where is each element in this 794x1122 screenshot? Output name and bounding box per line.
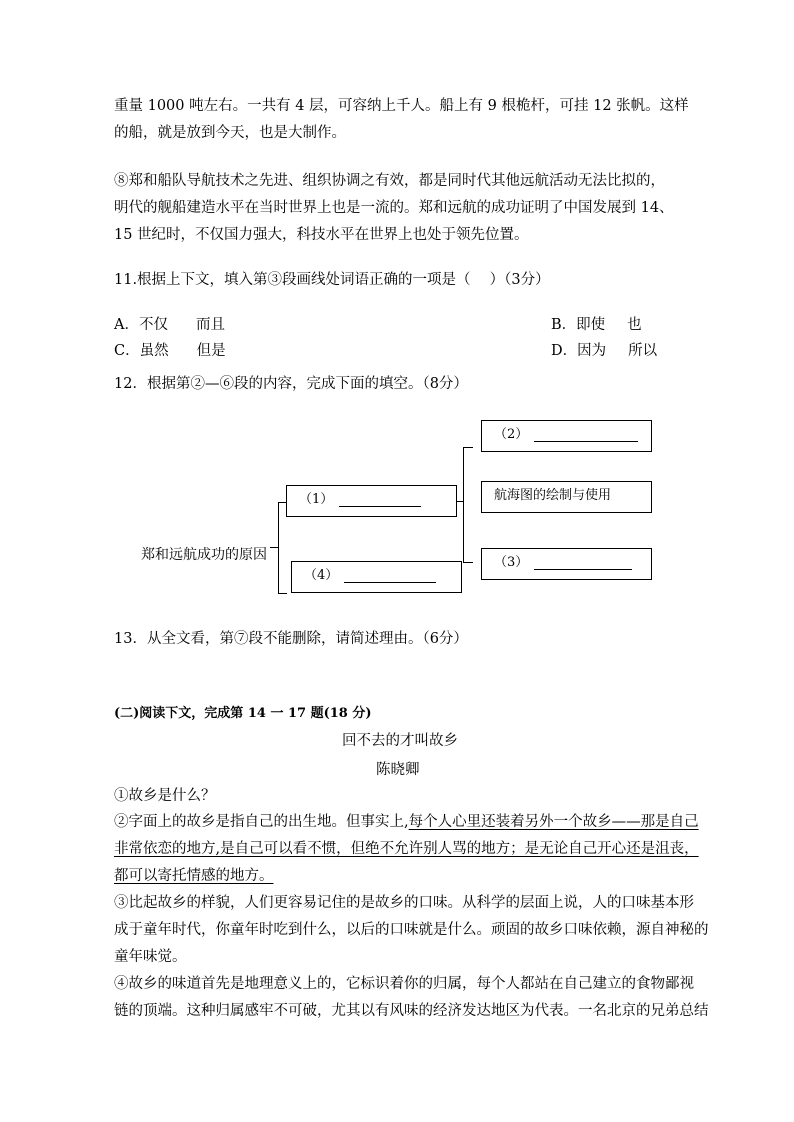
- article-p2-line-1-text: [114, 814, 699, 830]
- article-p2-line-3: 都可以寄托情感的地方。: [114, 868, 274, 884]
- q11-option-c[interactable]: [114, 341, 226, 361]
- q11-option-d[interactable]: [551, 341, 657, 361]
- article-title: 回不去的才叫故乡: [342, 733, 458, 749]
- q11-option-a-label: A．不仅: [114, 317, 168, 333]
- diagram-left-brace-tip: [270, 547, 278, 548]
- diagram-box-4-label: （4）: [304, 568, 339, 583]
- q13-stem: 13．从全文看，第⑦段不能删除，请简述理由。（6分）: [114, 631, 468, 647]
- para-continued-line-1: 重量 1000 吨左右。一共有 4 层，可容纳上千人。船上有 9 根桅杆，可挂 12 张帆。这样: [114, 98, 689, 114]
- article-p2-line-1-plain: ②字面上的故乡是指自己的出生地。但事实上,: [114, 814, 409, 830]
- article-author: 陈晓卿: [376, 762, 420, 778]
- diagram-box-1-blank[interactable]: [339, 492, 421, 507]
- para8-line-1: ⑧郑和船队导航技术之先进、组织协调之有效，都是同时代其他远航活动无法比拟的，: [114, 173, 665, 189]
- q11-option-c-word: 但是: [196, 343, 226, 359]
- q12-stem: 12．根据第②—⑥段的内容，完成下面的填空。（8分）: [114, 376, 468, 392]
- diagram-box-3-label: （3）: [494, 555, 529, 570]
- article-p4-line-2: 链的顶端。这种归属感牢不可破，尤其以有风味的经济发达地区为代表。一名北京的兄弟总结: [114, 1003, 709, 1019]
- article-p2-line-1-underlined: 每个人心里还装着另外一个故乡——那是自己: [408, 814, 699, 830]
- q11-stem: 11.根据上下文，填入第③段画线处词语正确的一项是（ ）（3分）: [114, 272, 550, 288]
- diagram-box-fixed: 航海图的绘制与使用: [481, 481, 652, 513]
- section2-heading: (二)阅读下文，完成第 14 一 17 题(18 分): [114, 706, 372, 721]
- article-p4-line-1: ④故乡的味道首先是地理意义上的，它标识着你的归属，每个人都站在自己建立的食物鄙视: [114, 976, 694, 992]
- article-p1: ①故乡是什么？: [114, 788, 216, 804]
- q11-option-a-word: 而且: [195, 317, 225, 333]
- q11-option-d-word: 所以: [628, 343, 658, 359]
- diagram-box-4[interactable]: [291, 561, 462, 593]
- article-p2-line-2: 非常依恋的地方,是自己可以看不惯，但绝不允许别人骂的地方；是无论自己开心还是沮丧，: [114, 841, 699, 857]
- para8-line-2: 明代的舰船建造水平在当时世界上也是一流的。郑和远航的成功证明了中国发展到 14、: [114, 200, 674, 216]
- article-p3-line-3: 童年味觉。: [114, 949, 187, 965]
- q11-option-d-label: D．因为: [551, 343, 607, 359]
- diagram-box-2[interactable]: [481, 420, 652, 452]
- diagram-box-1-label: （1）: [299, 492, 334, 507]
- q11-option-b-word: 也: [627, 317, 642, 333]
- diagram-root-label: 郑和远航成功的原因: [141, 547, 267, 563]
- q11-option-c-label: C．虽然: [114, 343, 169, 359]
- article-p3-line-1: ③比起故乡的样貌，人们更容易记住的是故乡的口味。从科学的层面上说，人的口味基本形: [114, 895, 694, 911]
- q11-option-b-label: B．即使: [551, 317, 606, 333]
- diagram-box-2-blank[interactable]: [534, 427, 638, 442]
- diagram-box-3-blank[interactable]: [534, 555, 632, 570]
- diagram-right-brace: [463, 447, 473, 563]
- diagram-box-3[interactable]: [481, 548, 652, 580]
- q11-option-b[interactable]: [551, 315, 642, 335]
- para8-line-3: 15 世纪时，不仅国力强大，科技水平在世界上也处于领先位置。: [114, 227, 529, 243]
- article-p2-line-1: [114, 812, 699, 832]
- para-continued-line-2: 的船，就是放到今天，也是大制作。: [114, 125, 346, 141]
- diagram-box-1[interactable]: [286, 485, 457, 517]
- diagram-box-2-label: （2）: [494, 427, 529, 442]
- diagram-box-4-blank[interactable]: [344, 568, 436, 583]
- q11-option-a[interactable]: [114, 315, 225, 335]
- article-p3-line-2: 成于童年时代，你童年时吃到什么，以后的口味就是什么。顽固的故乡口味依赖，源自神秘的: [114, 922, 709, 938]
